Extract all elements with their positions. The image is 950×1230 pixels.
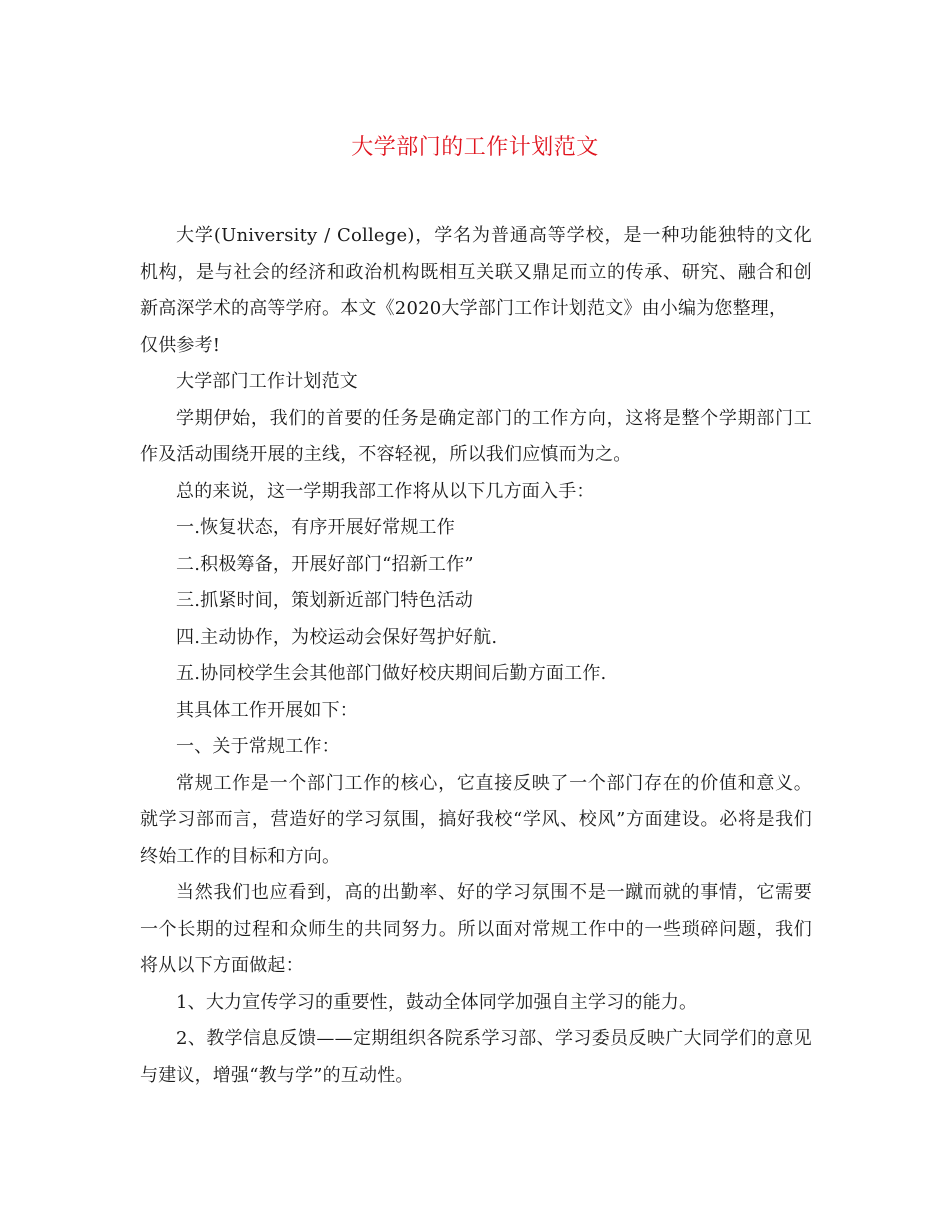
body-paragraph: 学期伊始，我们的首要的任务是确定部门的工作方向，这将是整个学期部门工作及活动围绕开展的主线，不容轻视，所以我们应慎而为之。 — [140, 407, 812, 465]
body-paragraph: 总的来说，这一学期我部工作将从以下几方面入手： — [176, 480, 595, 502]
list-item: 1、大力宣传学习的重要性，鼓动全体同学加强自主学习的能力。 — [176, 991, 698, 1013]
section-heading: 大学部门工作计划范文 — [176, 371, 358, 392]
body-paragraph: 当然我们也应看到，高的出勤率、好的学习氛围不是一蹴而就的事情，它需要一个长期的过程和众师生的共同努力。所以面对常规工作中的一些琐碎问题，我们将从以下方面做起： — [140, 882, 812, 976]
document-title: 大学部门的工作计划范文 — [351, 135, 599, 160]
list-item: 三.抓紧时间，策划新近部门特色活动 — [176, 590, 474, 611]
document-body — [140, 218, 812, 1094]
body-paragraph: 其具体工作开展如下： — [176, 699, 358, 721]
list-item: 五.协同校学生会其他部门做好校庆期间后勤方面工作. — [176, 663, 607, 684]
intro-paragraph: 大学(University / College)，学名为普通高等学校，是一种功能独特的文化机构，是与社会的经济和政治机构既相互关联又鼎足而立的传承、研究、融合和创新高深学术的高等学府。本文《2020大学部门工作计划范文》由小编为您整理， — [140, 225, 812, 319]
intro-paragraph-end: 仅供参考! — [140, 334, 221, 356]
list-item: 二.积极筹备，开展好部门“招新工作” — [176, 553, 474, 575]
subsection-heading: 一、关于常规工作： — [176, 736, 340, 757]
list-item: 2、教学信息反馈——定期组织各院系学习部、学习委员反映广大同学们的意见与建议，增强“教与学”的互动性。 — [140, 1028, 812, 1086]
list-item: 一.恢复状态，有序开展好常规工作 — [176, 517, 455, 538]
list-item: 四.主动协作，为校运动会保好驾护好航. — [176, 626, 498, 648]
body-paragraph: 常规工作是一个部门工作的核心，它直接反映了一个部门存在的价值和意义。就学习部而言，营造好的学习氛围，搞好我校“学风、校风”方面建设。必将是我们终始工作的目标和方向。 — [140, 772, 812, 867]
